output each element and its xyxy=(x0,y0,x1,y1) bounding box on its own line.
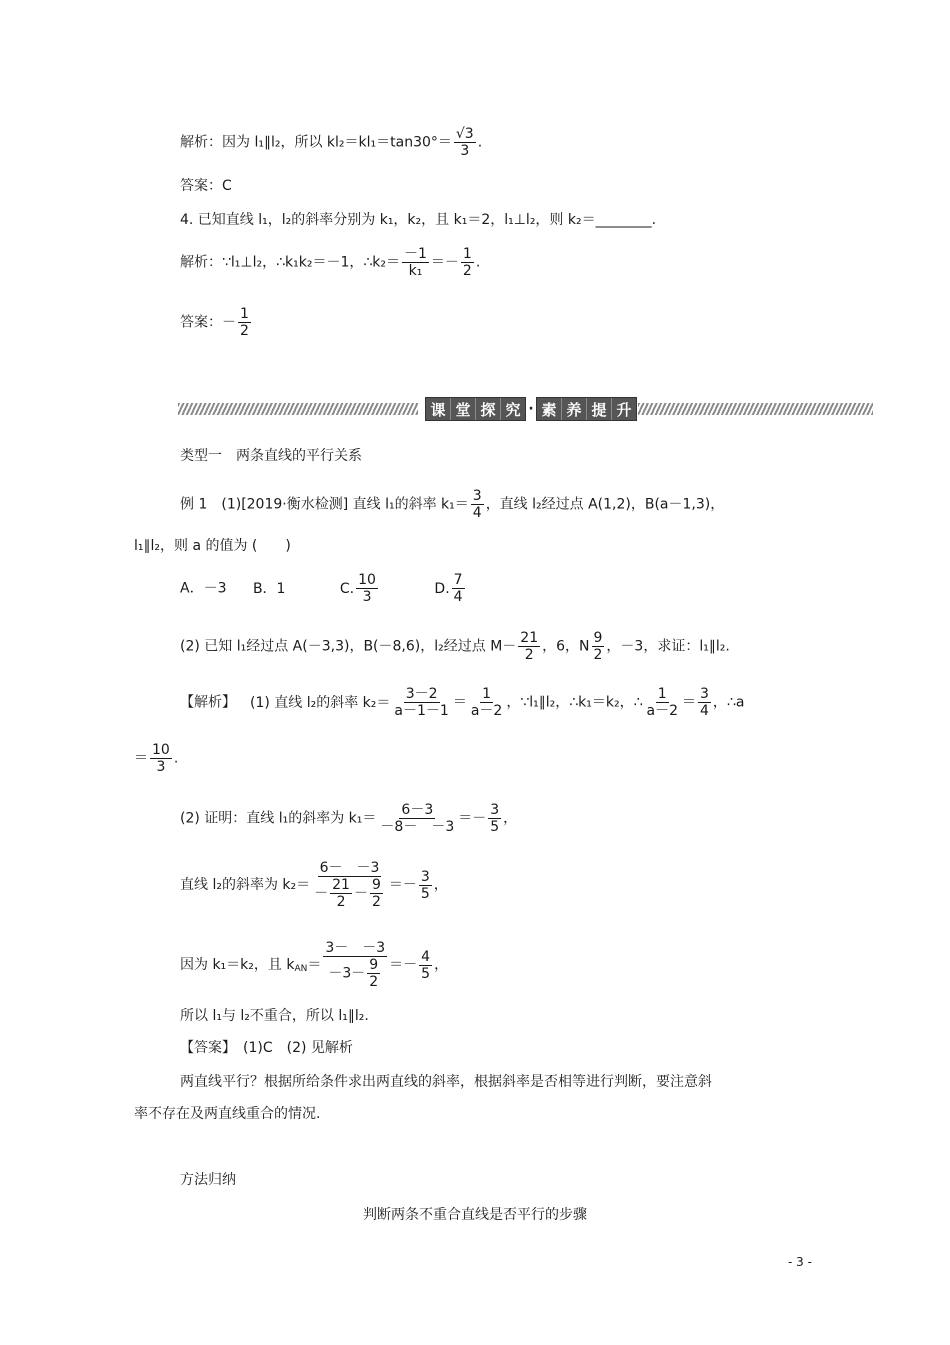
option-d: D. $\frac{7}{4}$ xyxy=(434,572,463,605)
answer-4: 答案：－ $\frac{1}{2}$ xyxy=(180,306,249,339)
analysis-4: 解析：∵l₁⊥l₂，∴k₁k₂＝－1，∴k₂＝ $\frac{-1}{\text{k₁}}$ ＝－ $\frac{1}{2}$ . xyxy=(180,246,481,279)
answer-example-1: 【答案】 (1)C (2) 见解析 xyxy=(180,1040,353,1056)
solution-conclusion: 所以 l₁与 l₂不重合，所以 l₁∥l₂. xyxy=(180,1008,369,1024)
analysis-3: 解析：因为 l₁∥l₂，所以 kl₂＝kl₁＝tan30°＝ $\frac{√3}{3}$ . xyxy=(180,126,483,159)
solution-part2-line3: 因为 k₁＝k₂，且 $k_{AN}=$ 3－ －3 －3－ $\frac{9}{2}$ ＝－ $\frac{4}{5}$ ， xyxy=(180,940,449,990)
solution-part1: 【解析】 (1) 直线 l₂的斜率 k₂＝ $\frac{3-2}{a-1-1}$ ＝ $\frac{1}{a-2}$ ，∵l₁∥l₂，∴k₁＝k₂，∴ $\frac{1}{a-2}$ ＝ $\frac{3}{4}$ ，∴a xyxy=(180,686,745,719)
banner-title: 课 堂 探 究 · 素 养 提 升 xyxy=(425,397,637,421)
option-c: C. $\frac{10}{3}$ xyxy=(339,572,376,605)
example-1-part2: (2) 已知 l₁经过点 A(－3,3)，B(－8,6)，l₂经过点 M－ $\frac{21}{2}$ ，6，N $\frac{9}{2}$ ，－3，求证：l₁∥l₂. xyxy=(180,630,730,663)
note-line1: 两直线平行？根据所给条件求出两直线的斜率，根据斜率是否相等进行判断，要注意斜 xyxy=(180,1074,712,1090)
analysis-3-text: 解析：因为 l₁∥l₂，所以 kl₂＝kl₁＝tan30°＝ xyxy=(180,134,452,151)
type-heading: 类型一 两条直线的平行关系 xyxy=(180,448,362,464)
example-1-line1: 例 1 (1)[2019·衡水检测] 直线 l₁的斜率 k₁＝ $\frac{3}{4}$ ，直线 l₂经过点 A(1,2)，B(a－1,3)， xyxy=(180,488,725,521)
option-b: B．1 xyxy=(252,580,286,597)
note-line2: 率不存在及两直线重合的情况. xyxy=(134,1106,321,1122)
banner-stripe-right xyxy=(638,403,873,415)
example-1-line2: l₁∥l₂，则 a 的值为 ( ) xyxy=(134,538,291,554)
page-number: - 3 - xyxy=(788,1255,812,1269)
solution-part2-line2: 直线 l₂的斜率为 k₂＝ 6－ －3 － $\frac{21}{2}$ － $\frac{9}{2}$ ＝－ $\frac{3}{5}$ ， xyxy=(180,860,448,910)
question-4: 4. 已知直线 l₁，l₂的斜率分别为 k₁，k₂，且 k₁＝2，l₁⊥l₂，则 k₂＝________. xyxy=(180,212,657,228)
solution-part1-cont: ＝ $\frac{10}{3}$ . xyxy=(134,742,179,775)
steps-title: 判断两条不重合直线是否平行的步骤 xyxy=(363,1207,587,1223)
solution-tag: 【解析】 xyxy=(180,694,236,711)
option-a: A．－3 xyxy=(180,580,227,597)
sqrt3-over-3: $\frac{√3}{3}$ xyxy=(455,126,474,159)
section-banner xyxy=(178,384,873,434)
method-heading: 方法归纳 xyxy=(180,1172,236,1188)
example-1-options xyxy=(180,572,467,605)
banner-stripe-left xyxy=(178,403,418,415)
answer-3: 答案：C xyxy=(180,178,232,194)
solution-part2-line1: (2) 证明：直线 l₁的斜率为 k₁＝ $\frac{6-3}{-8- -3}$ ＝－ $\frac{3}{5}$ ， xyxy=(180,802,518,835)
